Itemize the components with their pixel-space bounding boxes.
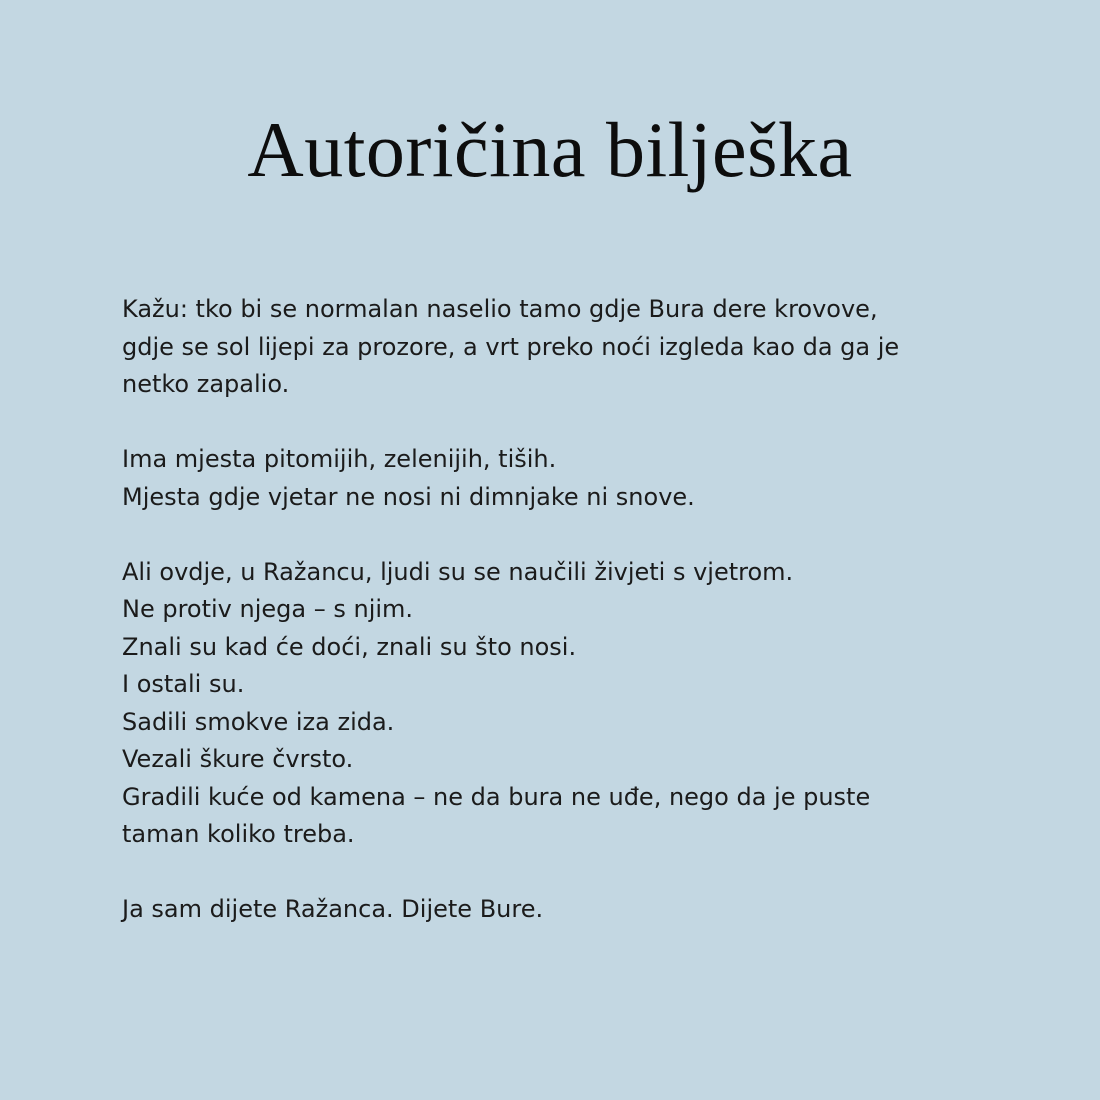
text-line: I ostali su.	[122, 670, 245, 698]
text-line: Gradili kuće od kamena – ne da bura ne uđe, nego da je puste	[122, 782, 871, 811]
text-line: Sadili smokve iza zida.	[122, 707, 395, 736]
paragraph	[122, 554, 1002, 854]
author-note-text	[122, 291, 1002, 929]
text-line: Mjesta gdje vjetar ne nosi ni dimnjake ni snove.	[122, 482, 695, 511]
paragraph	[122, 291, 1002, 404]
paragraph	[122, 891, 1002, 929]
text-line: gdje se sol lijepi za prozore, a vrt preko noći izgleda kao da ga je	[122, 332, 900, 361]
text-line: Znali su kad će doći, znali su što nosi.	[122, 632, 577, 661]
text-line: Ali ovdje, u Ražancu, ljudi su se naučili živjeti s vjetrom.	[122, 557, 794, 586]
text-line: Kažu: tko bi se normalan naselio tamo gdje Bura dere krovove,	[122, 295, 878, 323]
paragraph	[122, 441, 1002, 516]
text-line: Ima mjesta pitomijih, zelenijih, tiših.	[122, 445, 557, 473]
text-line: netko zapalio.	[122, 370, 290, 398]
text-line: Ja sam dijete Ražanca. Dijete Bure.	[122, 895, 544, 923]
text-line: taman koliko treba.	[122, 820, 355, 848]
text-line: Ne protiv njega – s njim.	[122, 595, 414, 623]
page-title: Autoričina bilješka	[247, 106, 853, 193]
text-line: Vezali škure čvrsto.	[122, 745, 354, 773]
